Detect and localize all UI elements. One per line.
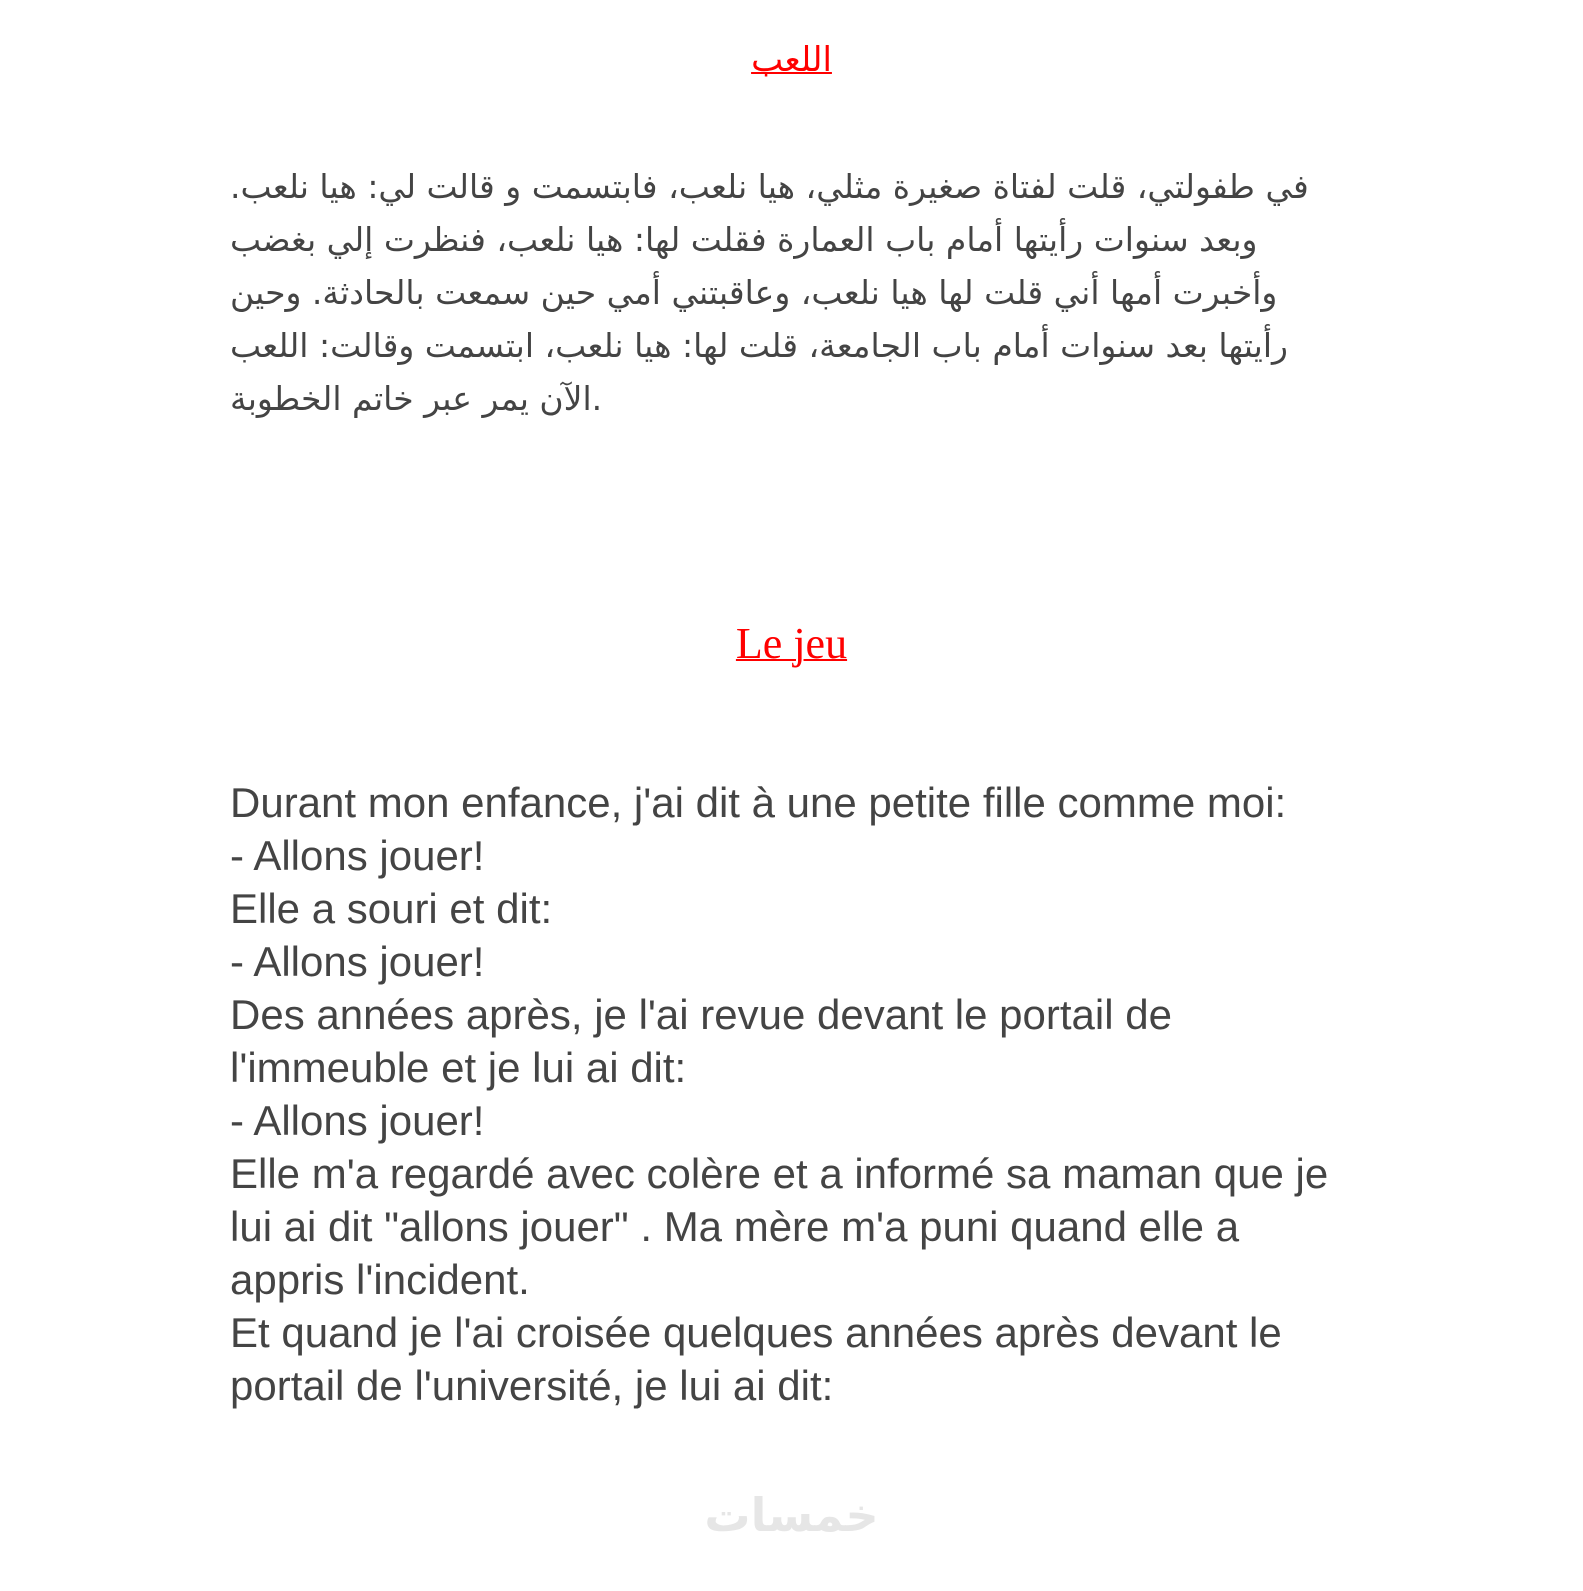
arabic-paragraph: في طفولتي، قلت لفتاة صغيرة مثلي، هيا نلعب، فابتسمت و قالت لي: هيا نلعب. وبعد سنوات رأيتها أمام باب العمارة فقلت لها: هيا نلعب، فنظرت إلي بغضب وأخبرت أمها أني قلت لها هيا نلعب، وعاقبتني أمي حين سمعت بالحادثة. وحين رأيتها بعد سنوات أمام باب الجامعة، قلت لها: هيا نلعب، ابتسمت وقالت: اللعب الآن يمر عبر خاتم الخطوبة. <box>230 167 1309 418</box>
text-line: Et quand je l'ai croisée quelques années après devant le portail de l'université, je lui ai dit: <box>230 1309 1282 1409</box>
watermark-logo: خمسات <box>704 1488 879 1542</box>
french-paragraph <box>230 776 1340 1412</box>
text-line: - Allons jouer! <box>230 832 485 879</box>
text-line: Durant mon enfance, j'ai dit à une petite fille comme moi: <box>230 779 1287 826</box>
text-line: - Allons jouer! <box>230 1097 485 1144</box>
text-line: Des années après, je l'ai revue devant le portail de l'immeuble et je lui ai dit: <box>230 991 1172 1091</box>
text-line: Elle m'a regardé avec colère et a informé sa maman que je lui ai dit "allons jouer" . Ma mère m'a puni quand elle a appris l'incident. <box>230 1150 1329 1303</box>
french-title: Le jeu <box>735 619 848 668</box>
arabic-title: اللعب <box>751 40 832 80</box>
text-line: Elle a souri et dit: <box>230 885 553 932</box>
text-line: - Allons jouer! <box>230 938 485 985</box>
